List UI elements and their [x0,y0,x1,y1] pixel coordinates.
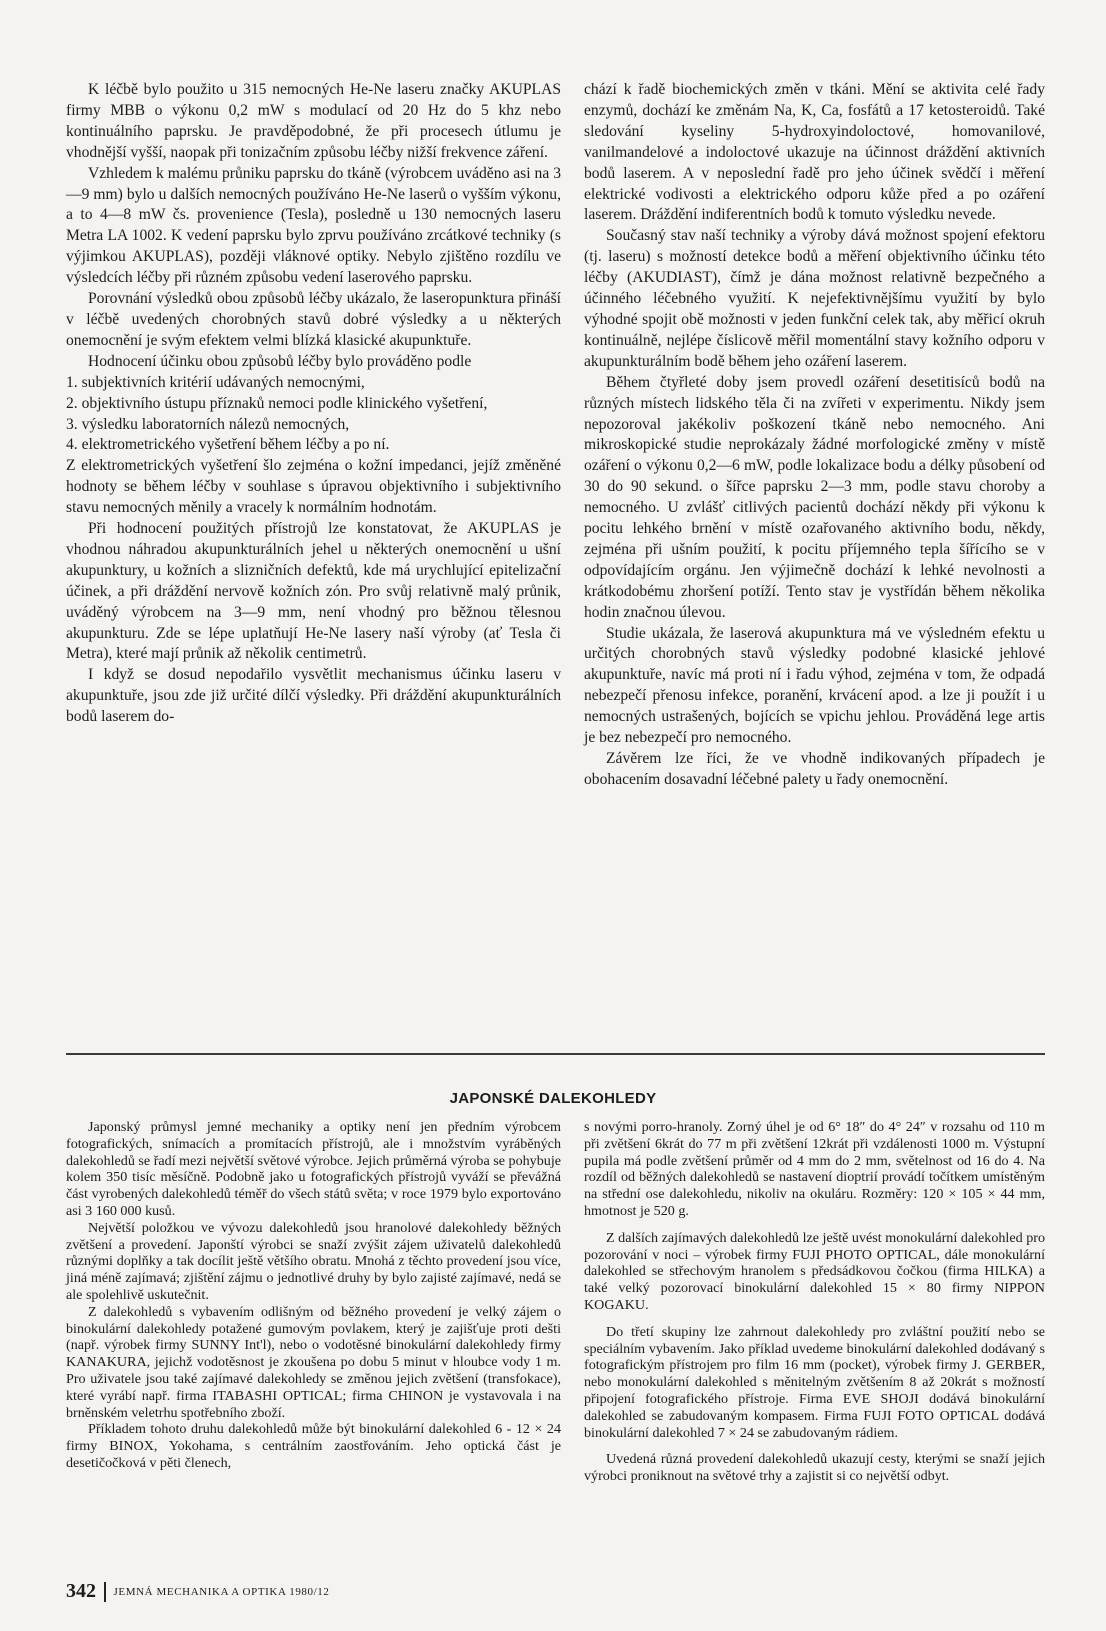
article2-paragraph: Do třetí skupiny lze zahrnout dalekohledy pro zvláštní použití nebo se speciálním vybavením. Jako příklad uvedeme binokulární dalekohled dodávaný s fotografickým přístrojem pro film 16 mm (pocket), výrobek firmy J. GERBER, nebo monokulární dalekohled s měnitelným zvětšením 8 až 20krát s možností připojení fotografického přístroje. Firma EVE SHOJI dodává binokulární dalekohled se zabudovaným kompasem. Firma FUJI FOTO OPTICAL dodává binokulární dalekohled 7 × 24 se zabudovaným rádiem. [584,1323,1045,1441]
evaluation-criteria-list [66,373,561,457]
article1-paragraph: Z elektrometrických vyšetření šlo zejména o kožní impedanci, jejíž změněné hodnoty se během léčby v souhlase s úpravou objektivního i subjektivního stavu nemocných měnily a vracely k normálním hodnotám. [66,457,561,517]
list-item: 4. elektrometrického vyšetření během léčby a po ní. [66,436,390,454]
article2-paragraph: Uvedená různá provedení dalekohledů ukazují cesty, kterými se snaží jejich výrobci proniknout na světové trhy a zajistit si co největší odbyt. [584,1451,1045,1485]
article1-paragraph: Hodnocení účinku obou způsobů léčby bylo prováděno podle [88,352,472,370]
list-item: 2. objektivního ústupu příznaků nemoci podle klinického vyšetření, [66,394,488,412]
journal-name: JEMNÁ MECHANIKA A OPTIKA 1980/12 [113,1585,330,1598]
article1-paragraph: Vzhledem k malému průniku paprsku do tkáně (výrobcem uváděno asi na 3—9 mm) bylo u dalších nemocných používáno He-Ne laserů o vyšším výkonu, a to 4—8 mW čs. provenience (Tesla), posledně u 130 nemocných laseru Metra LA 1002. K vedení paprsku bylo zprvu používáno zrcátkové techniky (s výjimkou AKUPLAS), později vláknové optiky. Nebylo zjištěno rozdílu ve výsledcích léčby při různém způsobu vedení laserového paprsku. [66,164,561,287]
article2-paragraph: s novými porro-hranoly. Zorný úhel je od 6° 18″ do 4° 24″ v rozsahu od 110 m při zvětšení 6krát do 77 m při zvětšení 12krát při vzdálenosti 1000 m. Výstupní pupila má podle zvětšení průměr od 4 mm do 2 mm, světelnost od 16 do 4. Na rozdíl od běžných dalekohledů se nastavení dioptrií provádí točítkem umístěným na střední ose dalekohledu, nikoliv na okuláru. Rozměry: 120 × 105 × 44 mm, hmotnost je 520 g. [584,1119,1045,1219]
article2-paragraph: Z dalších zajímavých dalekohledů lze ještě uvést monokulární dalekohled pro pozorování v noci – výrobek firmy FUJI PHOTO OPTICAL, dále monokulární dalekohled se střechovým hranolem s předsádkovou čočkou (firma HILKA) a také velký pozorovací binokulární dalekohled 15 × 80 firmy NIPPON KOGAKU. [584,1229,1045,1313]
article1-paragraph: Současný stav naší techniky a výroby dává možnost spojení efektoru (tj. laseru) s možností detekce bodů a měření objektivního účinku této léčby (AKUDIAST), čímž je dána možnost relativně bezpečného a účinného léčebného využití. K nejefektivnějšímu využití by bylo výhodné spojit obě možnosti v jeden funkční celek tak, aby měřicí okruh kontinuálně, nejlépe číslicově měřil momentální stavy kožního odporu v akupunkturálním bodě během jeho ozáření laserem. [584,227,1045,370]
article1-paragraph: Porovnání výsledků obou způsobů léčby ukázalo, že laseropunktura přináší v léčbě uvedených chorobných stavů dobré výsledky a u některých onemocnění je svým efektem velmi blízká klasické akupunktuře. [66,290,561,349]
article1-left-column [66,80,561,728]
article1-paragraph: Při hodnocení použitých přístrojů lze konstatovat, že AKUPLAS je vhodnou náhradou akupunkturálních jehel u některých onemocnění u ušní akupunktury, u kožních a slizničních defektů, kde má urychlující epitelizační účinek, a při dráždění nervově kožních zón. Pro svůj relativně malý průnik, uváděný výrobcem na 3—9 mm, není vhodný pro běžnou tělesnou akupunkturu. Zde se lépe uplatňují He-Ne lasery naší výroby (ať Tesla či Metra), které mají průnik až několik centimetrů. [66,520,561,663]
list-item: 1. subjektivních kritérií udávaných nemocnými, [66,373,365,391]
article2-title: JAPONSKÉ DALEKOHLEDY [449,1090,657,1107]
page-footer [66,1580,330,1603]
section-divider [66,1053,1045,1055]
article1-paragraph: Studie ukázala, že laserová akupunktura má ve výsledném efektu u určitých chorobných stavů výsledky podobné klasické jehlové akupunktuře, navíc má proti ní i řadu výhod, zejména v tom, že odpadá nebezpečí přenosu infekce, poranění, krvácení apod. a lze ji použít i u nemocných ustrašených, bojících se vpichu jehlou. Prováděná lege artis je bez nebezpečí pro nemocného. [584,624,1045,747]
article1-paragraph: I když se dosud nepodařilo vysvětlit mechanismus účinku laseru v akupunktuře, jsou zde již určité dílčí výsledky. Při dráždění akupunkturálních bodů laserem do- [66,666,561,726]
article1-paragraph: Během čtyřleté doby jsem provedl ozáření desetitisíců bodů na různých místech lidského těla či na zvířeti v experimentu. Nikdy jsem nepozoroval jakékoliv poškození tkáně nebo nemocného. Ani mikroskopické studie neprokázaly žádné morfologické změny v místě ozáření o výkonu 0,2—6 mW, podle lokalizace bodu a délky působení od 30 do 90 sekund. o šířce paprsku 2—3 mm, podle stavu choroby a nemocného. U zvlášť citlivých pacientů dochází někdy při výkonu k pocitu lehkého brnění v místě ozařovaného aktivního bodu, někdy, zejména při ušním použití, k pocitu příjemného tepla šířícího se v odpovídajícím orgánu. Jen výjimečně dochází k lehké nevolnosti a krátkodobému zhoršení potíží. Tento stav je vystřídán během několika hodin značnou úlevou. [584,373,1045,621]
article2-paragraph: Příkladem tohoto druhu dalekohledů může být binokulární dalekohled 6 - 12 × 24 firmy BINOX, Yokohama, s centrálním zaostřováním. Jeho optická část je desetičočková v pěti členech, [66,1421,561,1471]
article1-paragraph: Závěrem lze říci, že ve vhodně indikovaných případech je obohacením dosavadní léčebné palety u řady onemocnění. [584,750,1045,788]
list-item: 3. výsledku laboratorních nálezů nemocných, [66,415,350,433]
article2-paragraph: Největší položkou ve vývozu dalekohledů jsou hranolové dalekohledy běžných zvětšení a provedení. Japonští výrobci se snaží zvýšit zájem uživatelů dalekohledů různými doplňky a tak docílit ještě většího obratu. Mnohá z těchto provedení jsou více, jiná méně zajímavá; zjištění zájmu o jednotlivé druhy by bylo zajisté zajímavé, nedá se ale spolehlivě uskutečnit. [66,1219,561,1303]
article2-paragraph: Japonský průmysl jemné mechaniky a optiky není jen předním výrobcem fotografických, snímacích a promítacích přístrojů, ale i množstvím vyráběných dalekohledů se řadí mezi největší světové výrobce. Jejich průměrná výroba se pohybuje kolem 350 tisíc měsíčně. Podobně jako u fotografických přístrojů vyváží se převážná část vyrobených dalekohledů téměř do všech států světa; v roce 1979 bylo exportováno asi 3 160 000 kusů. [66,1119,561,1219]
article1-right-column [584,80,1045,791]
article1-paragraph: K léčbě bylo použito u 315 nemocných He-Ne laseru značky AKUPLAS firmy MBB o výkonu 0,2 mW s modulací od 20 Hz do 5 khz nebo kontinuálního paprsku. Je pravděpodobné, že při procesech útlumu je vhodnější vyšší, naopak při tonizačním způsobu léčby nižší frekvence záření. [66,81,561,161]
article2-right-column [584,1119,1045,1485]
article2-paragraph: Z dalekohledů s vybavením odlišným od běžného provedení je velký zájem o binokulární dalekohledy potažené gumovým povlakem, který je zajišťuje proti dešti (např. výrobek firmy SUNNY Int'l), nebo o vodotěsné binokulární dalekohledy firmy KANAKURA, jejichž vodotěsnost je zkoušena po dobu 5 minut v hloubce vody 1 m. Pro uživatele jsou také zajímavé dalekohledy se změnou jejich zvětšení (transfokace), které vyrábí např. firma ITABASHI OPTICAL; firma CHINON je vystavovala i na brněnském veletrhu spotřebního zboží. [66,1303,561,1421]
article2-left-column [66,1119,561,1472]
article1-paragraph: chází k řadě biochemických změn v tkáni. Mění se aktivita celé řady enzymů, dochází ke změnám Na, K, Ca, fosfátů a 17 ketosteroidů. Také sledování kyseliny 5-hydroxyindoloctové, homovanilové, vanilmandelové a indoloctové ukazuje na účinnost dráždění aktivních bodů laserem. A v neposlední řadě pro jeho účinek svědčí i měření elektrické vodivosti a elektrického odporu kůže před a po ozáření laserem. Dráždění indiferentních bodů k tomuto výsledku nevede. [584,81,1045,224]
page-number: 342 [66,1580,96,1602]
footer-separator [104,1582,106,1602]
